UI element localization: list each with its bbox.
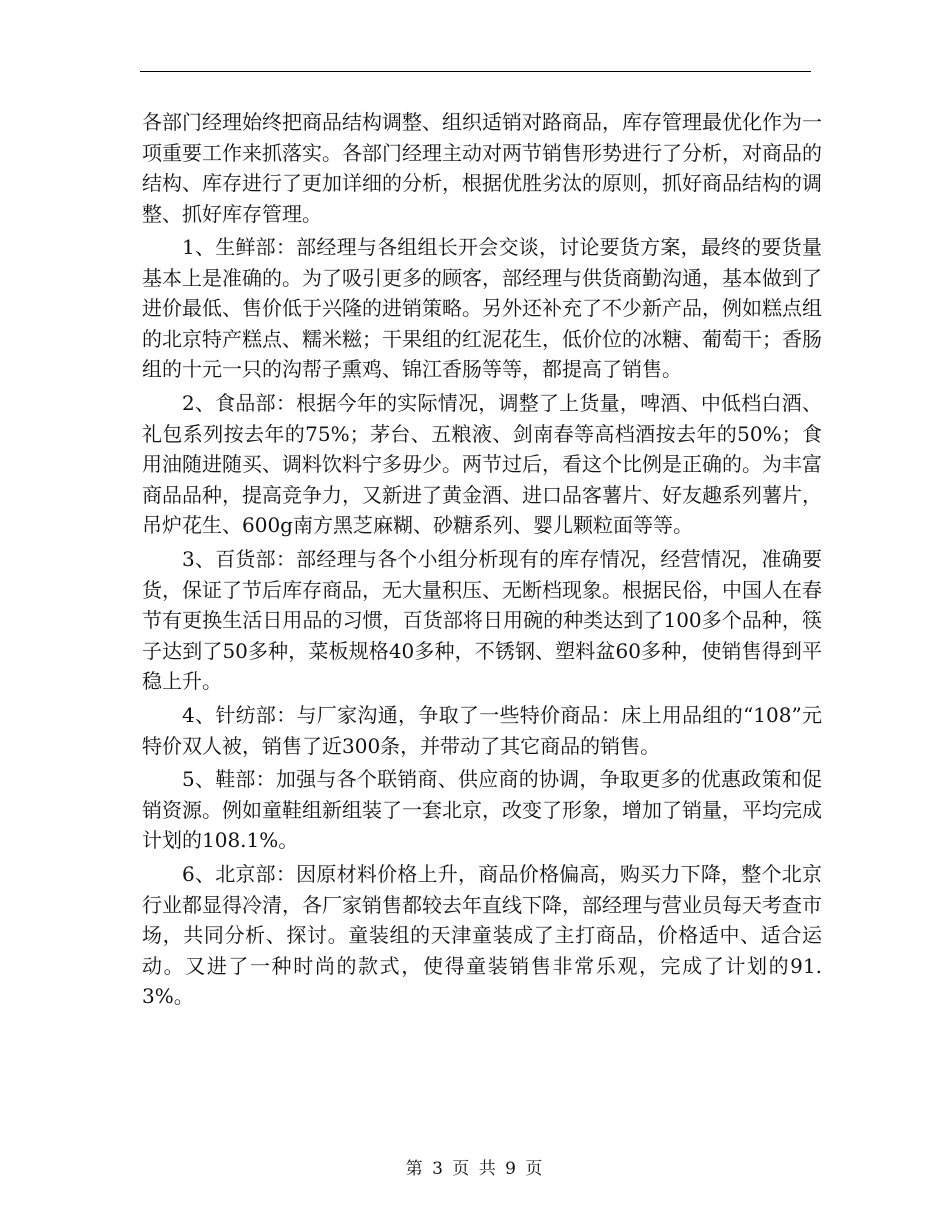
intro-paragraph: 各部门经理始终把商品结构调整、组织适销对路商品，库存管理最优化作为一项重要工作来抓落实。各部门经理主动对两节销售形势进行了分析，对商品的结构、库存进行了更加详细的分析，根据优胜劣汰的原则，抓好商品结构的调整、抓好库存管理。 <box>142 110 822 226</box>
paragraph-general-merchandise: 3、百货部：部经理与各个小组分析现有的库存情况，经营情况，准确要货，保证了节后库存商品，无大量积压、无断档现象。根据民俗，中国人在春节有更换生活日用品的习惯，百货部将日用碗的种类达到了100多个品种，筷子达到了50多种，菜板规格40多种，不锈钢、塑料盆60多种，使销售得到平稳上升。 <box>142 547 822 694</box>
document-body <box>142 107 822 1015</box>
page-number-footer: 第 3 页 共 9 页 <box>405 1159 545 1179</box>
paragraph-food: 2、食品部：根据今年的实际情况，调整了上货量，啤酒、中低档白酒、礼包系列按去年的75%；茅台、五粮液、剑南春等高档酒按去年的50%；食用油随进随买、调料饮料宁多毋少。两节过后，看这个比例是正确的。为丰富商品品种，提高竞争力，又新进了黄金酒、进口品客薯片、好友趣系列薯片，吊炉花生、600g南方黑芝麻糊、砂糖系列、婴儿颗粒面等等。 <box>142 391 822 538</box>
header-rule <box>140 71 811 72</box>
paragraph-textiles: 4、针纺部：与厂家沟通，争取了一些特价商品：床上用品组的“108”元特价双人被，销售了近300条，并带动了其它商品的销售。 <box>142 703 822 758</box>
paragraph-shoes: 5、鞋部：加强与各个联销商、供应商的协调，争取更多的优惠政策和促销资源。例如童鞋组新组装了一套北京，改变了形象，增加了销量，平均完成计划的108.1%。 <box>142 767 822 853</box>
paragraph-fresh-food: 1、生鲜部：部经理与各组组长开会交谈，讨论要货方案，最终的要货量基本上是准确的。为了吸引更多的顾客，部经理与供货商勤沟通，基本做到了进价最低、售价低于兴隆的进销策略。另外还补充了不少新产品，例如糕点组的北京特产糕点、糯米糍；干果组的红泥花生，低价位的冰糖、葡萄干；香肠组的十元一只的沟帮子熏鸡、锦江香肠等等，都提高了销售。 <box>142 235 822 382</box>
paragraph-beijing: 6、北京部：因原材料价格上升，商品价格偏高，购买力下降，整个北京行业都显得冷清，各厂家销售都较去年直线下降，部经理与营业员每天考查市场，共同分析、探讨。童装组的天津童装成了主打商品，价格适中、适合运动。又进了一种时尚的款式，使得童装销售非常乐观，完成了计划的91.3%。 <box>142 862 822 1009</box>
